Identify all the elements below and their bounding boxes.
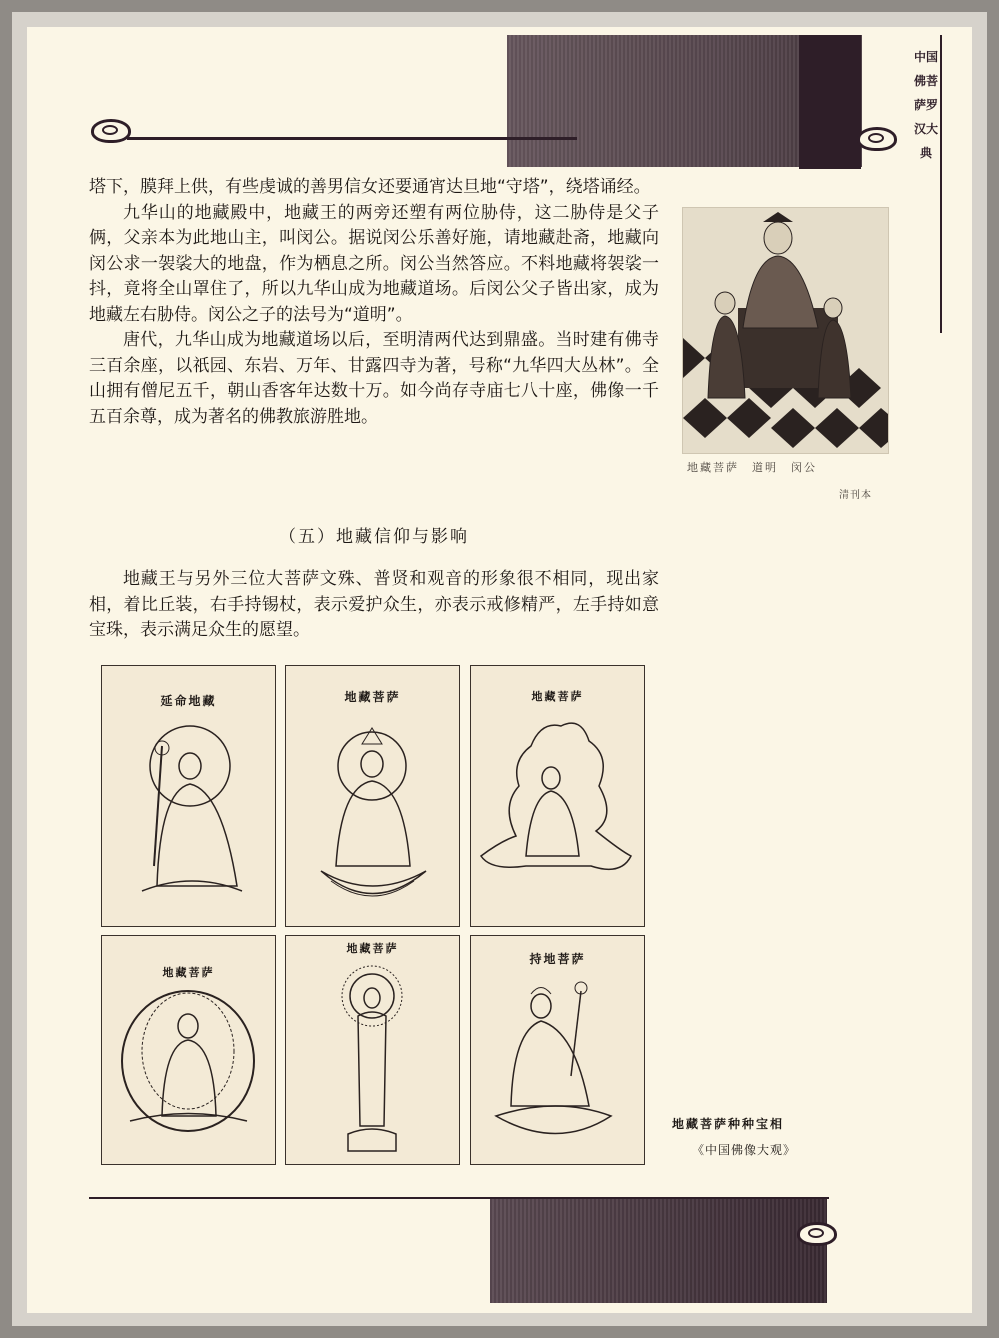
book-page xyxy=(27,27,972,1313)
jizo-attendants-illustration xyxy=(682,207,889,454)
illustration-drawing xyxy=(683,208,888,453)
panel-title: 地藏菩萨 xyxy=(162,966,215,979)
footer-ink-block xyxy=(490,1199,827,1303)
header-solid-block xyxy=(799,35,861,169)
image-panel xyxy=(285,665,460,927)
header-rule xyxy=(127,137,577,140)
panel-title: 持地菩萨 xyxy=(529,952,586,966)
vertical-rule xyxy=(940,35,942,333)
aureole-figure-drawing xyxy=(102,936,275,1164)
section-heading: （五）地藏信仰与影响 xyxy=(279,527,469,547)
paragraph: 塔下，膜拜上供，有些虔诚的善男信女还要通宵达旦地“守塔”，绕塔诵经。 xyxy=(89,177,651,197)
bodhisattva-figure-drawing xyxy=(286,666,459,926)
figure-caption: 地藏菩萨 道明 闵公 xyxy=(687,461,817,474)
panel-title: 地藏菩萨 xyxy=(344,690,401,704)
image-panel xyxy=(470,665,645,927)
cloud-ornament-icon xyxy=(91,119,131,143)
image-panel xyxy=(101,935,276,1165)
paragraph: 九华山的地藏殿中，地藏王的两旁还塑有两位胁侍，这二胁侍是父子俩，父亲本为此地山主，叫闵公。据说闵公乐善好施，请地藏赴斋，地藏向闵公求一袈裟大的地盘，作为栖息之所。闵公当然答应。不料地藏将袈裟一抖，竟将全山罩住了，所以九华山成为地藏道场。后闵公父子皆出家，成为地藏左右胁侍。闵公之子的法号为“道明”。 xyxy=(89,202,659,325)
vertical-book-title: 中国佛菩萨罗汉大典 xyxy=(914,50,939,160)
body-text-lower xyxy=(89,567,659,644)
image-panel xyxy=(101,665,276,927)
standing-figure-drawing xyxy=(286,936,459,1164)
panel-title: 延命地藏 xyxy=(160,694,217,708)
jizo-figure-drawing xyxy=(102,666,275,926)
paragraph: 地藏王与另外三位大菩萨文殊、普贤和观音的形象很不相同，现出家相，着比丘装，右手持锡杖，表示爱护众生，亦表示戒修精严，左手持如意宝珠，表示满足众生的愿望。 xyxy=(89,569,659,640)
cloud-ornament-icon xyxy=(857,127,897,151)
panel-title: 地藏菩萨 xyxy=(531,690,584,703)
cloud-seated-figure-drawing xyxy=(471,666,644,926)
paragraph: 唐代，九华山成为地藏道场以后，至明清两代达到鼎盛。当时建有佛寺三百余座，以祇园、东岩、万年、甘露四寺为著，号称“九华四大丛林”。全山拥有僧尼五千，朝山香客年达数十万。如今尚存寺庙七八十座，佛像一千五百余尊，成为著名的佛教旅游胜地。 xyxy=(89,330,659,427)
cloud-ornament-icon xyxy=(797,1222,837,1246)
panel-title: 地藏菩萨 xyxy=(346,942,399,955)
figure-source: 清刊本 xyxy=(839,490,872,501)
body-text-upper xyxy=(89,175,659,430)
image-panel xyxy=(470,935,645,1165)
gallery-source: 《中国佛像大观》 xyxy=(692,1143,797,1157)
gallery-caption: 地藏菩萨种种宝相 xyxy=(672,1117,785,1131)
image-panel xyxy=(285,935,460,1165)
lotus-seated-figure-drawing xyxy=(471,936,644,1164)
